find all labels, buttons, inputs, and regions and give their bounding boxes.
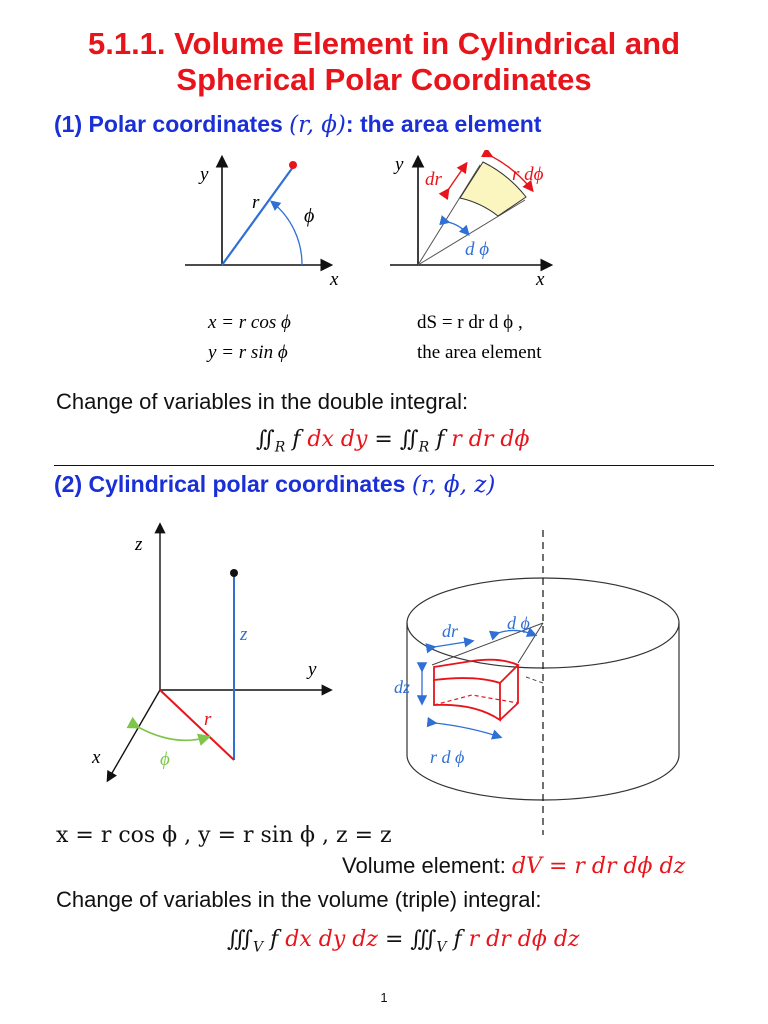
z-label: z — [240, 624, 248, 645]
page-title — [0, 26, 768, 98]
x-label: x — [330, 269, 339, 290]
volume-element-top — [434, 660, 518, 683]
x-axis-3d — [108, 690, 160, 780]
region-rhs: R — [418, 439, 430, 456]
integrand-rhs-3: f — [446, 927, 469, 952]
dphi-label-3d: d ϕ — [507, 613, 530, 633]
cylindrical-figure — [80, 515, 720, 840]
differential-lhs: dx dy — [307, 427, 368, 452]
dphi-arrow — [448, 222, 468, 234]
y2-label: y — [395, 154, 404, 175]
area-caption: the area element — [417, 342, 542, 363]
triple-integral-equation — [227, 927, 580, 955]
double-integral-intro: Change of variables in the double integral: — [56, 389, 469, 414]
equals-sign-3: = — [377, 927, 411, 952]
guide-line-3 — [526, 677, 543, 683]
y-axis-label: y — [308, 659, 317, 680]
dr-label-3d: dr — [442, 621, 459, 641]
integrand-lhs-3: f — [263, 927, 286, 952]
differential-rhs: r dr dϕ — [451, 427, 530, 452]
section-heading-cylindrical — [54, 471, 495, 498]
x2-label: x — [536, 269, 545, 290]
point-marker-3d — [230, 569, 238, 577]
volume-element — [342, 853, 685, 879]
region-lhs: R — [274, 439, 286, 456]
integrand-lhs: f — [285, 427, 308, 452]
r-projection-line — [160, 690, 234, 760]
dr-arrow-3d — [434, 641, 472, 647]
double-integral-equation — [256, 427, 529, 455]
section-heading-suffix: : the area element — [345, 111, 542, 137]
radius-line — [222, 167, 293, 265]
section-divider — [54, 465, 714, 466]
page-number: 1 — [380, 990, 388, 1005]
point-marker — [289, 161, 297, 169]
rdphi-label: r dϕ — [512, 164, 544, 185]
volume-lhs: V — [253, 939, 264, 956]
phi-arc — [272, 202, 302, 265]
polar-figure — [180, 150, 580, 370]
differential-lhs-3: dx dy dz — [285, 927, 378, 952]
eq-x: x = r cos ϕ — [208, 312, 291, 333]
section2-heading-math: (r, ϕ, z) — [411, 472, 496, 498]
volume-element-front — [434, 680, 500, 720]
volume-rhs: V — [436, 939, 447, 956]
differential-rhs-3: r dr dϕ dz — [468, 927, 580, 952]
dz-label: dz — [394, 677, 411, 697]
x-axis-label: x — [92, 747, 101, 768]
volume-element-hidden — [434, 695, 518, 705]
volume-element-label: Volume element: — [342, 853, 512, 878]
section-heading-polar — [54, 111, 541, 138]
double-integral-sign-lhs: ∬ — [256, 427, 275, 452]
z-axis-label: z — [135, 534, 143, 555]
cylindrical-relations: x = r cos ϕ , y = r sin ϕ , z = z — [56, 823, 392, 848]
double-integral-sign-rhs: ∬ — [399, 427, 419, 452]
triple-integral-sign-rhs: ∭ — [410, 927, 437, 952]
eq-dS: dS = r dr d ϕ , — [417, 312, 523, 333]
rdphi-label-3d: r d ϕ — [430, 747, 465, 767]
phi-arc-3d — [138, 727, 208, 740]
equals-sign: = — [367, 427, 400, 452]
title-line-2: Spherical Polar Coordinates — [176, 62, 592, 97]
rdphi-arrow-3d — [435, 723, 500, 737]
phi-label-3d: ϕ — [160, 749, 170, 770]
integrand-rhs: f — [429, 427, 452, 452]
r-label: r — [252, 192, 260, 213]
dr-label: dr — [425, 169, 442, 190]
triple-integral-sign-lhs: ∭ — [227, 927, 254, 952]
y-label: y — [200, 164, 209, 185]
section-heading-text: (1) Polar coordinates — [54, 111, 290, 137]
phi-label: ϕ — [304, 205, 315, 227]
triple-integral-intro: Change of variables in the volume (triple) integral: — [56, 887, 542, 912]
eq-y: y = r sin ϕ — [208, 342, 288, 363]
title-line-1: 5.1.1. Volume Element in Cylindrical and — [87, 26, 681, 61]
dphi-label: d ϕ — [465, 239, 490, 260]
section-heading-math: (r, ϕ) — [289, 112, 346, 138]
section2-heading-text: (2) Cylindrical polar coordinates — [54, 471, 412, 497]
volume-element-formula: dV = r dr dϕ dz — [511, 854, 686, 879]
r-label-3d: r — [204, 709, 212, 730]
dr-arrow — [448, 164, 466, 190]
